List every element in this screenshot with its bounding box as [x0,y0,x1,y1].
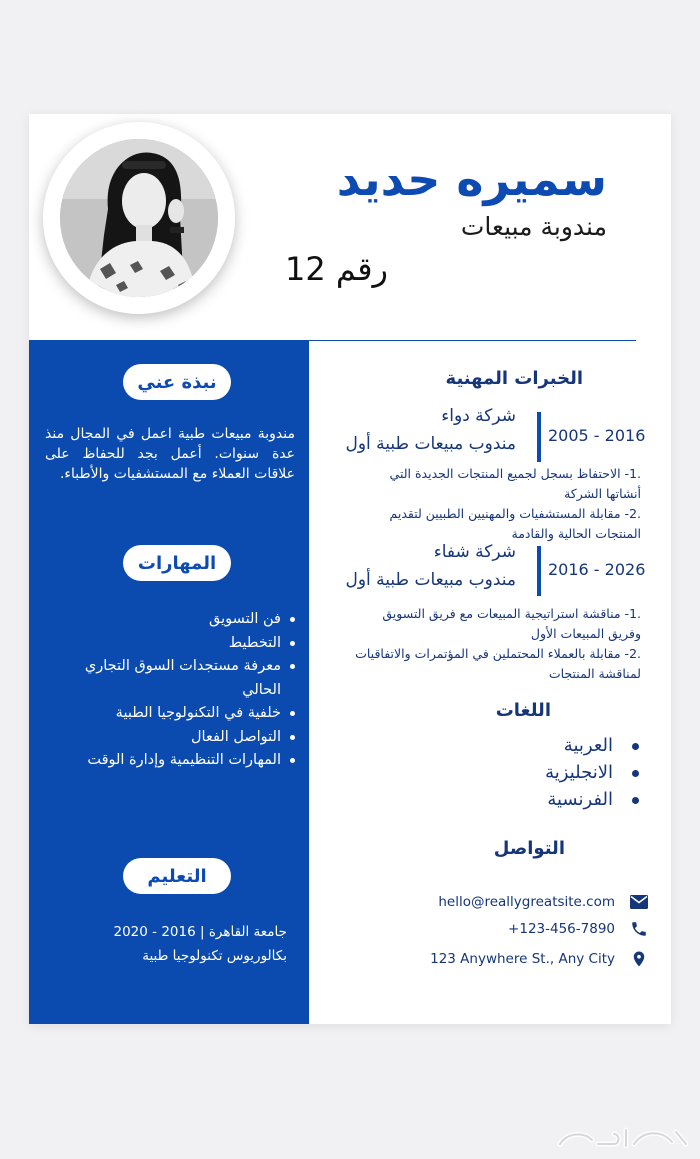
skill-item: المهارات التنظيمية وإدارة الوقت [55,749,295,773]
education-title: التعليم [123,858,231,894]
experience-tasks [351,464,641,544]
contact-address-row [430,947,649,971]
education-university: جامعة القاهرة | 2016 - 2020 [113,924,287,940]
language-item: الانجليزية [491,759,641,786]
resume-page [29,114,671,1024]
job-title: مندوبة مبيعات [460,212,607,241]
experience-period: 2005 - 2016 [548,426,646,445]
language-item: الفرنسية [491,786,641,813]
contact-address: 123 Anywhere St., Any City [430,951,615,967]
profile-photo-frame [43,122,235,314]
languages-title: اللغات [495,700,551,721]
contact-title: التواصل [493,838,565,859]
experience-task: .2- مقابلة بالعملاء المحتملين في المؤتمرات والاتفاقيات لمناقشة المنتجات [355,646,641,681]
location-pin-icon [629,949,649,969]
about-title: نبذة عني [123,364,231,400]
language-item: العربية [491,732,641,759]
id-number: رقم 12 [285,250,388,288]
experience-marker [537,412,541,462]
experience-company: شركة دواء [441,406,516,426]
education-degree: بكالوريوس تكنولوجيا طبية [142,948,287,964]
skill-item: التواصل الفعال [55,726,295,750]
header-divider [309,340,636,341]
experience-title: الخبرات المهنية [445,368,583,389]
experience-task: .1- مناقشة استراتيجية المبيعات مع فريق التسويق وفريق المبيعات الأول [382,606,641,641]
experience-role: مندوب مبيعات طبية أول [345,570,516,590]
experience-task: .2- مقابلة المستشفيات والمهنيين الطبيين لتقديم المنتجات الحالية والقادمة [389,506,641,541]
skill-item: التخطيط [55,632,295,656]
experience-task: .1- الاحتفاظ بسجل لجميع المنتجات الجديدة التي أنشاتها الشركة [389,466,641,501]
experience-role: مندوب مبيعات طبية أول [345,434,516,454]
contact-phone[interactable]: +123-456-7890 [508,921,615,937]
mail-icon [629,892,649,912]
experience-period: 2016 - 2026 [548,560,646,579]
contact-phone-row [508,917,649,941]
skill-item: معرفة مستجدات السوق التجاري الحالي [55,655,295,702]
contact-email[interactable]: hello@reallygreatsite.com [438,894,615,910]
about-text: مندوبة مبيعات طبية اعمل في المجال منذ عدة سنوات. أعمل بجد للحفاظ على علاقات العملاء مع المستشفيات والأطباء. [45,426,295,482]
skill-item: فن التسويق [55,608,295,632]
experience-marker [537,546,541,596]
languages-list [491,732,641,813]
experience-tasks [351,604,641,684]
skill-item: خلفية في التكنولوجيا الطبية [55,702,295,726]
person-name: سميره حديد [336,152,607,206]
phone-icon [629,919,649,939]
skills-list [55,608,295,773]
skills-title: المهارات [123,545,231,581]
contact-email-row [438,890,649,914]
profile-photo [60,139,218,297]
profile-photo-image [60,139,218,297]
experience-company: شركة شفاء [433,542,516,562]
left-panel [29,340,309,1024]
watermark-logo [554,1122,692,1152]
